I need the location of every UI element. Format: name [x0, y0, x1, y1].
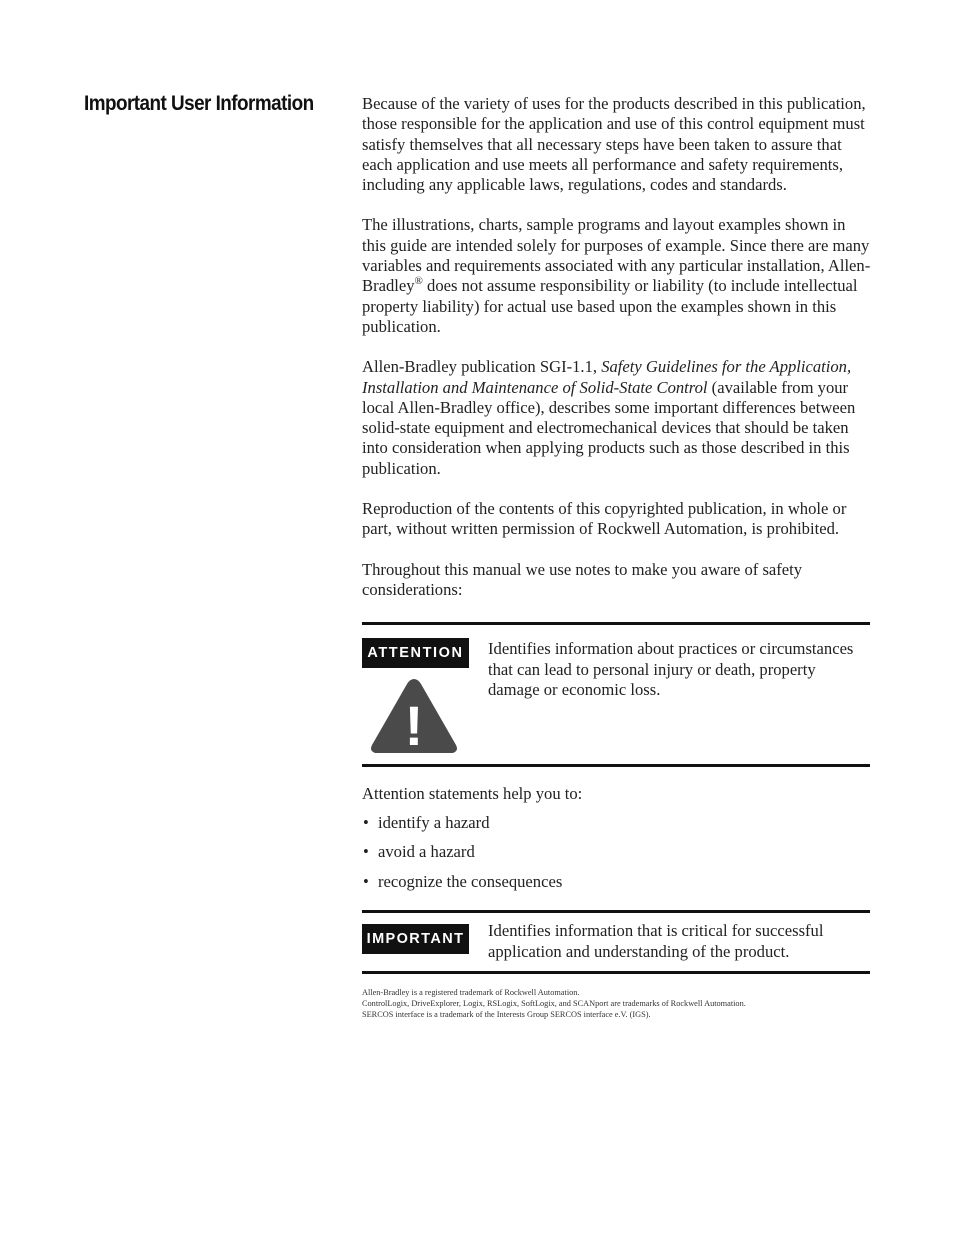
attention-note	[362, 622, 870, 767]
attention-label: ATTENTION	[362, 638, 469, 668]
paragraph-illustrations	[362, 215, 872, 337]
page-title: Important User Information	[84, 92, 314, 115]
list-item	[362, 872, 872, 892]
attention-list	[362, 813, 872, 893]
footnote-line: SERCOS interface is a trademark of the Interests Group SERCOS interface e.V. (IGS).	[362, 1009, 651, 1019]
list-item-text: recognize the consequences	[378, 872, 563, 892]
list-item-text: identify a hazard	[378, 812, 490, 832]
trademark-footnotes	[362, 988, 872, 1020]
paragraph-illustrations-text-end: does not assume responsibility or liability (to include intellectual property liability) for actual use based upon the examples shown in this publication.	[362, 276, 858, 336]
bullet-marker: •	[363, 842, 369, 862]
bullet-marker: •	[363, 812, 369, 832]
list-item-text: avoid a hazard	[378, 842, 475, 862]
paragraph-safety-guidelines	[362, 357, 872, 479]
list-item	[362, 842, 872, 862]
paragraph-notes-intro: Throughout this manual we use notes to make you aware of safety considerations:	[362, 559, 803, 599]
important-note	[362, 910, 870, 974]
attention-intro: Attention statements help you to:	[362, 784, 583, 804]
paragraph-usage: Because of the variety of uses for the products described in this publication, those responsible for the application and use of this control equipment must satisfy themselves that all necessary steps have been taken to assure that each application and use meets all performance and safety requirements, including any applicable laws, regulations, codes and standards.	[362, 94, 866, 195]
paragraph-safety-text: Allen-Bradley publication SGI-1.1,	[362, 357, 602, 377]
important-text: Identifies information that is critical for successful application and understanding of the product.	[488, 921, 824, 961]
publication-title: Safety Guidelines for the Application, Installation and Maintenance of Solid-State Control	[362, 357, 852, 397]
paragraph-illustrations-text: The illustrations, charts, sample programs and layout examples shown in this guide are intended solely for purposes of example. Since there are many variables and requirements associated with any particular installation, Allen-Bradley	[362, 215, 871, 296]
bullet-marker: •	[363, 872, 369, 892]
paragraph-reproduction: Reproduction of the contents of this copyrighted publication, in whole or part, without written permission of Rockwell Automation, is prohibited.	[362, 499, 847, 539]
important-label: IMPORTANT	[362, 924, 469, 954]
footnote-line: Allen-Bradley is a registered trademark of Rockwell Automation.	[362, 988, 580, 998]
warning-triangle-icon	[368, 675, 460, 757]
main-content	[362, 94, 872, 1020]
list-item	[362, 813, 872, 833]
paragraph-safety-text-end: (available from your local Allen-Bradley office), describes some important differences between solid-state equipment and electromechanical devices that should be taken into consideration when applying products such as those described in this publication.	[362, 377, 856, 478]
warning-glyph: !	[404, 694, 424, 758]
attention-text: Identifies information about practices or circumstances that can lead to personal injury or death, property damage or economic loss.	[488, 639, 854, 699]
footnote-line: ControlLogix, DriveExplorer, Logix, RSLogix, SoftLogix, and SCANport are trademarks of Rockwell Automation.	[362, 999, 746, 1009]
registered-mark: ®	[414, 274, 423, 287]
